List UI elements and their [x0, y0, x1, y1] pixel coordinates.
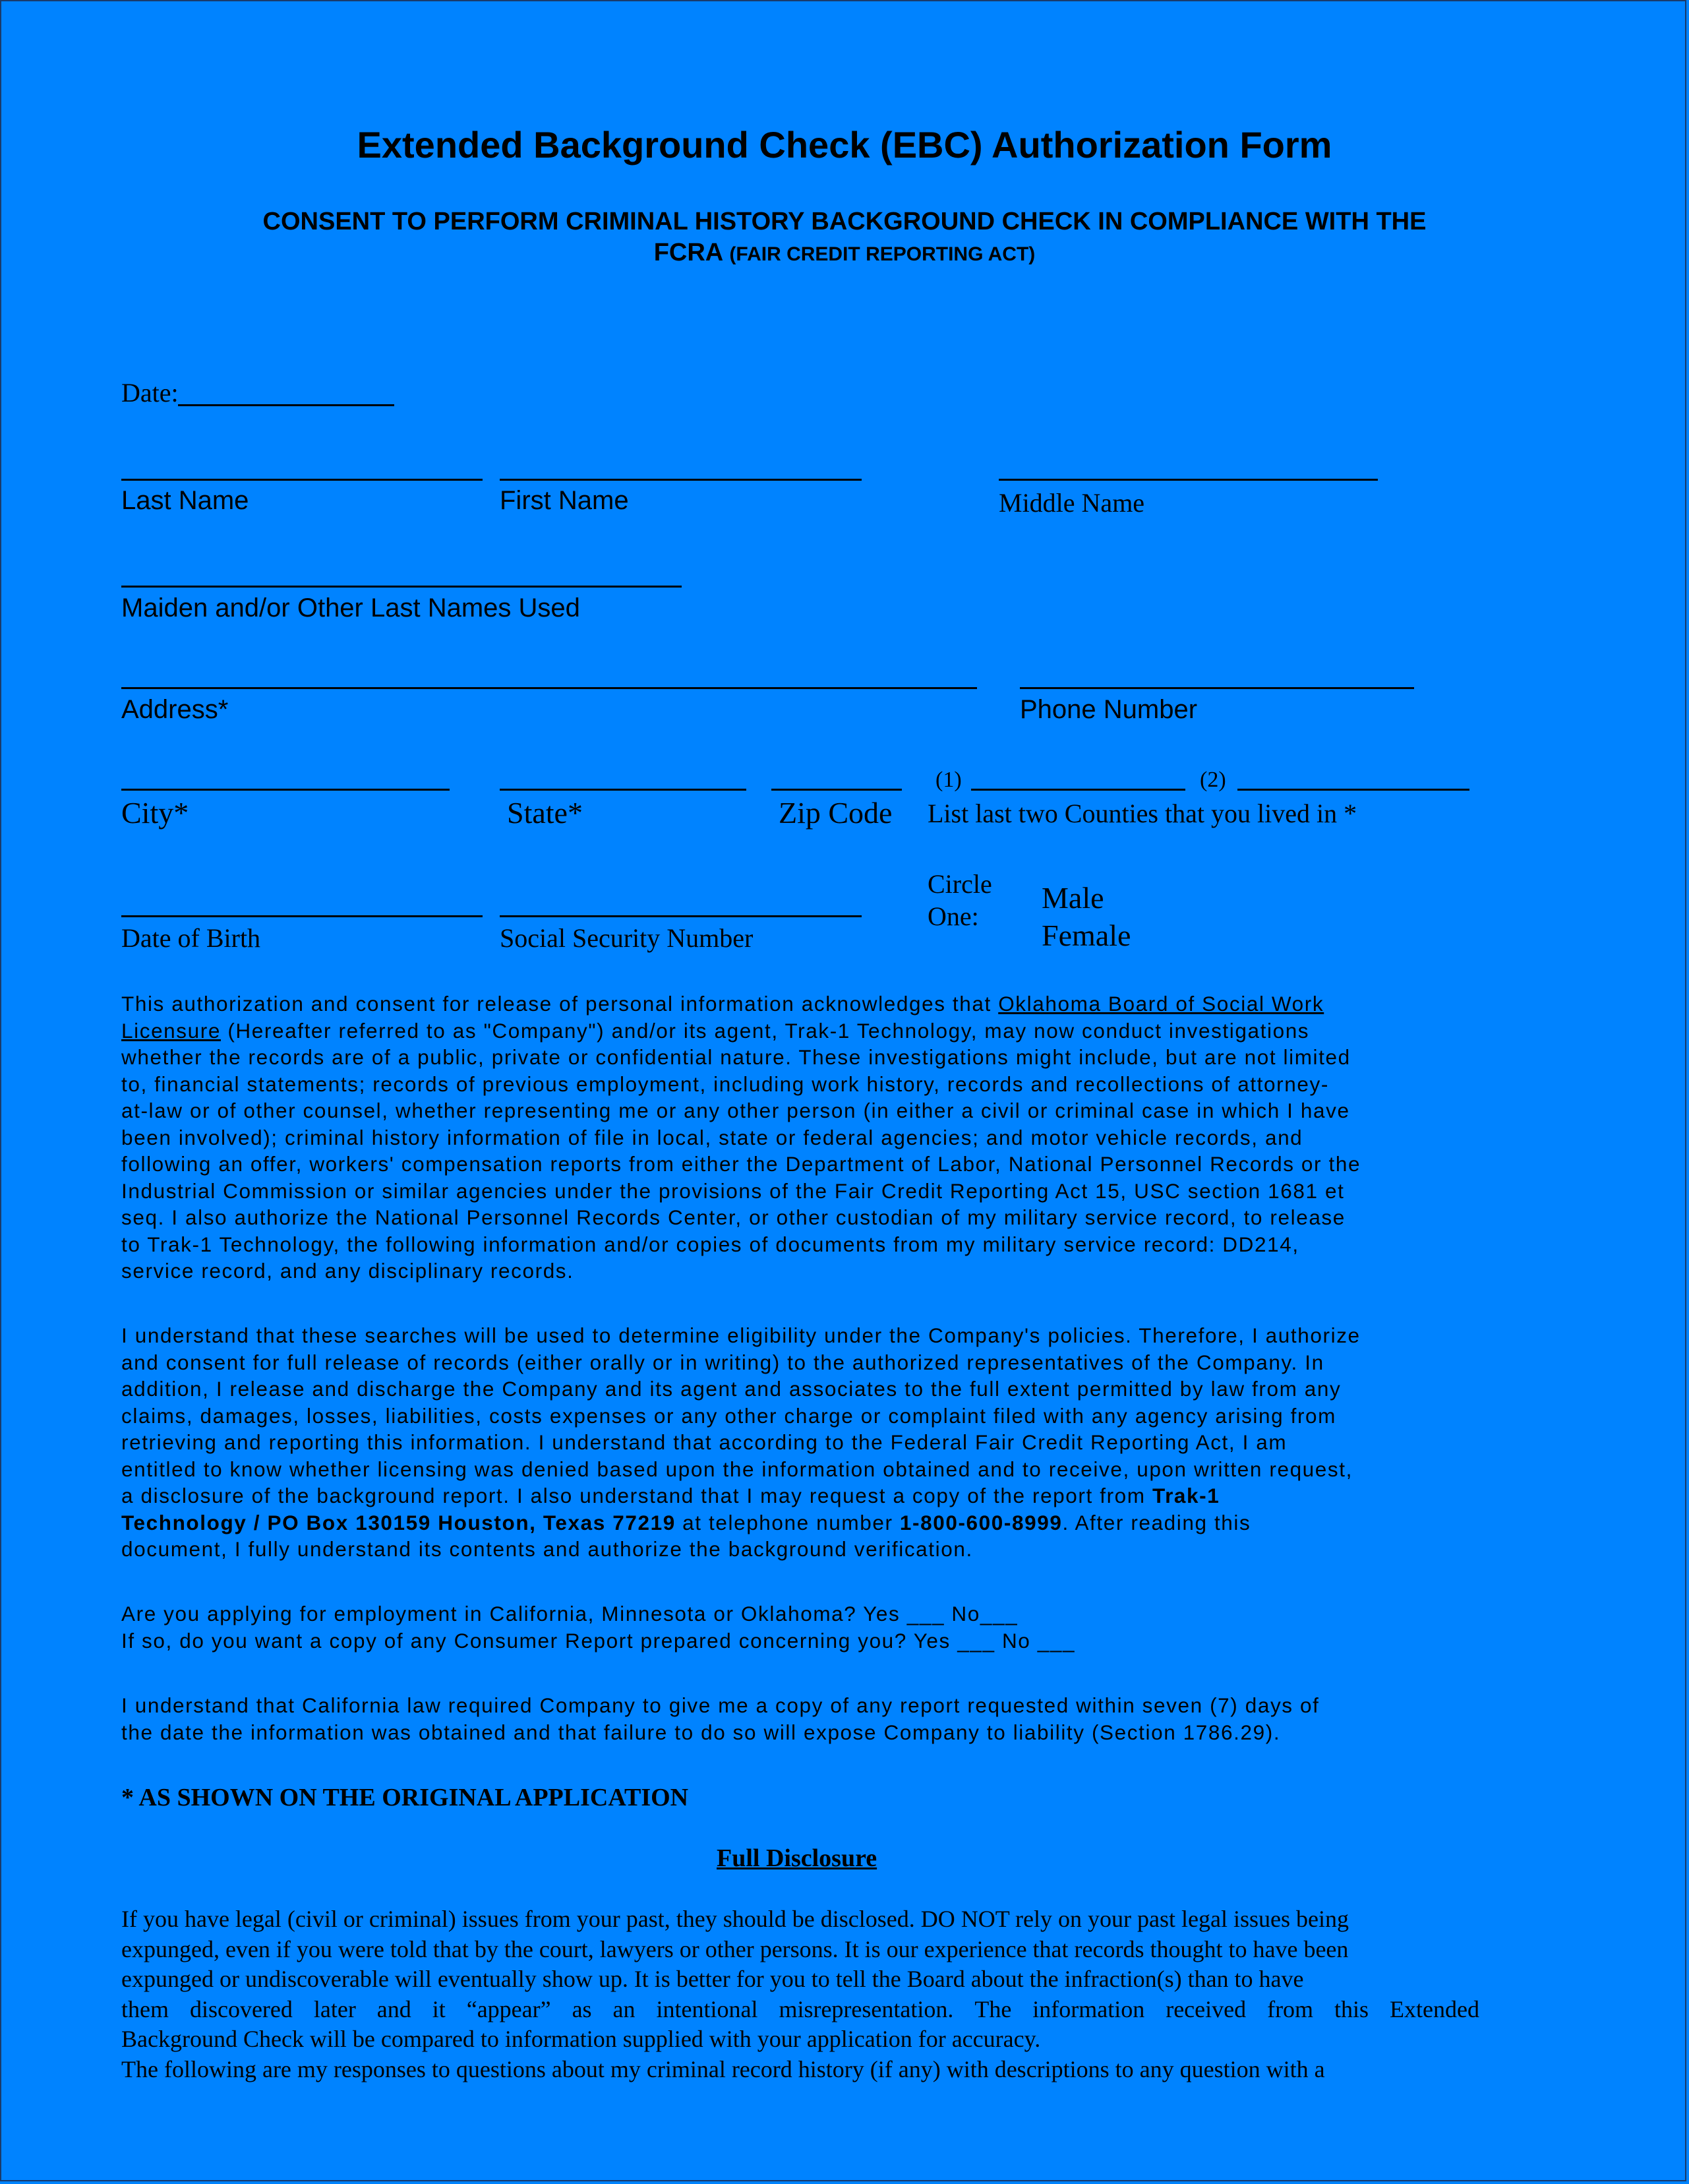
county2-field[interactable] [1237, 789, 1469, 791]
ssn-field[interactable] [500, 915, 862, 917]
paragraph-line [121, 1482, 1479, 1509]
full-disclosure-heading: Full Disclosure [717, 1844, 877, 1872]
form-title: Extended Background Check (EBC) Authorization Form [357, 124, 1332, 166]
authorization-paragraph-1 [121, 990, 1479, 1285]
gender-option-male[interactable]: Male [1042, 881, 1104, 915]
zip-field[interactable] [771, 789, 902, 791]
paragraph-line: service record, and any disciplinary records. [121, 1259, 574, 1283]
fcra-label: FCRA [653, 239, 723, 266]
maiden-name-label: Maiden and/or Other Last Names Used [121, 593, 580, 622]
board-name-link-part2: Licensure [121, 1018, 221, 1043]
agent-address: Technology / PO Box 130159 Houston, Texas 77219 [121, 1510, 676, 1534]
city-field[interactable] [121, 789, 450, 791]
consumer-report-question[interactable]: If so, do you want a copy of any Consumer Report prepared concerning you? Yes ___ No ___ [121, 1628, 1076, 1653]
circle-one-line1: Circle [928, 869, 992, 899]
paragraph-line: been involved); criminal history information of file in local, state or federal agencies; and motor vehicle records, and [121, 1125, 1303, 1149]
ssn-label: Social Security Number [500, 923, 754, 953]
paragraph-line: to Trak-1 Technology, the following information and/or copies of documents from my military service record: DD214, [121, 1232, 1299, 1256]
justified-word: intentional [656, 1995, 758, 2022]
date-label: Date: [121, 378, 179, 408]
zip-label: Zip Code [779, 796, 893, 830]
middle-name-label: Middle Name [999, 488, 1145, 518]
paragraph-line: expunged, even if you were told that by the court, lawyers or other persons. It is our experience that records thought to have been [121, 1935, 1349, 1962]
date-field[interactable] [178, 404, 394, 406]
paragraph-line: to, financial statements; records of previous employment, including work history, records and recollections of attorney- [121, 1072, 1329, 1096]
justified-word: and [376, 1995, 411, 2022]
justified-word: discovered [189, 1995, 293, 2022]
fcra-expansion: (FAIR CREDIT REPORTING ACT) [729, 243, 1036, 265]
justified-word: it [432, 1995, 446, 2022]
state-employment-question[interactable]: Are you applying for employment in California, Minnesota or Oklahoma? Yes ___ No___ [121, 1602, 1019, 1625]
paragraph-line-justified [121, 1995, 1479, 2025]
circle-one-line2: One: [928, 901, 979, 931]
justified-word: them [121, 1995, 169, 2022]
paragraph-line: I understand that California law required Company to give me a copy of any report requested within seven (7) days of [121, 1693, 1320, 1717]
paragraph-text: at telephone number [675, 1510, 900, 1534]
full-disclosure-paragraph [121, 1904, 1479, 2084]
paragraph-line: Background Check will be compared to information supplied with your application for accuracy. [121, 2026, 1041, 2052]
board-name-link-part1: Oklahoma Board of Social Work [998, 992, 1324, 1016]
paragraph-text: (Hereafter referred to as "Company") and/or its agent, Trak-1 Technology, may now conduct investigations [220, 1018, 1310, 1043]
last-name-field[interactable] [121, 479, 483, 481]
justified-word: an [612, 1995, 636, 2022]
form-subtitle-line2 [1, 239, 1688, 267]
address-label: Address* [121, 695, 229, 724]
counties-label: List last two Counties that you lived in * [928, 799, 1357, 828]
employment-questions [121, 1600, 1479, 1654]
county1-prefix: (1) [935, 768, 962, 792]
paragraph-line: I understand that these searches will be used to determine eligibility under the Company's policies. Therefore, I authorize [121, 1323, 1361, 1347]
justified-word: received [1166, 1995, 1247, 2022]
justified-word: as [572, 1995, 592, 2022]
agent-name-part1: Trak-1 [1152, 1484, 1220, 1507]
paragraph-text: This authorization and consent for release of personal information acknowledges that [121, 992, 999, 1016]
paragraph-line: entitled to know whether licensing was denied based upon the information obtained and to receive, upon written request, [121, 1457, 1353, 1481]
agent-phone: 1-800-600-8999 [899, 1510, 1063, 1534]
paragraph-line: the date the information was obtained and that failure to do so will expose Company to liability (Section 1786.29). [121, 1720, 1281, 1744]
maiden-name-field[interactable] [121, 586, 682, 588]
phone-field[interactable] [1020, 687, 1414, 689]
paragraph-line: at-law or of other counsel, whether representing me or any other person (in either a civil or criminal case in which I have [121, 1099, 1350, 1122]
last-name-label: Last Name [121, 486, 249, 515]
authorization-paragraph-2 [121, 1322, 1479, 1563]
paragraph-line: retrieving and reporting this information. I understand that according to the Federal Fair Credit Reporting Act, I am [121, 1430, 1288, 1454]
paragraph-line: Industrial Commission or similar agencies under the provisions of the Fair Credit Reporting Act 15, USC section 1681 et [121, 1178, 1345, 1203]
justified-word: this [1334, 1995, 1369, 2022]
justified-word: “appear” [466, 1995, 551, 2022]
paragraph-line: following an offer, workers' compensation reports from either the Department of Labor, National Personnel Records or the [121, 1152, 1361, 1176]
justified-word: Extended [1390, 1995, 1479, 2022]
state-field[interactable] [500, 789, 746, 791]
paragraph-line: whether the records are of a public, private or confidential nature. These investigations might include, but are not limited [121, 1045, 1351, 1069]
justified-word: misrepresentation. [779, 1995, 954, 2022]
paragraph-line: seq. I also authorize the National Personnel Records Center, or other custodian of my military service record, to release [121, 1205, 1346, 1229]
original-application-note: * AS SHOWN ON THE ORIGINAL APPLICATION [121, 1784, 689, 1811]
paragraph-text: . After reading this [1062, 1510, 1251, 1534]
first-name-label: First Name [500, 486, 629, 515]
paragraph-line: claims, damages, losses, liabilities, costs expenses or any other charge or complaint filed with any agency arising from [121, 1403, 1337, 1428]
paragraph-line [121, 1509, 1479, 1536]
paragraph-line [121, 1017, 1479, 1045]
dob-label: Date of Birth [121, 923, 261, 953]
phone-label: Phone Number [1020, 695, 1198, 724]
paragraph-line: document, I fully understand its contents and authorize the background verification. [121, 1537, 973, 1561]
paragraph-text: a disclosure of the background report. I also understand that I may request a copy of the report from [121, 1484, 1152, 1507]
paragraph-line: expunged or undiscoverable will eventually show up. It is better for you to tell the Board about the infraction(s) than to have [121, 1966, 1304, 1992]
justified-word: from [1267, 1995, 1314, 2022]
justified-word: The [974, 1995, 1012, 2022]
paragraph-line: The following are my responses to questions about my criminal record history (if any) with descriptions to any question with a [121, 2055, 1325, 2082]
middle-name-field[interactable] [999, 479, 1378, 481]
county2-prefix: (2) [1200, 768, 1226, 792]
first-name-field[interactable] [500, 479, 862, 481]
justified-word: information [1032, 1995, 1145, 2022]
county1-field[interactable] [971, 789, 1185, 791]
form-subtitle-line1: CONSENT TO PERFORM CRIMINAL HISTORY BACKGROUND CHECK IN COMPLIANCE WITH THE [262, 208, 1427, 235]
justified-word: later [313, 1995, 356, 2022]
dob-field[interactable] [121, 915, 483, 917]
address-field[interactable] [121, 687, 977, 689]
paragraph-line: addition, I release and discharge the Company and its agent and associates to the full extent permitted by law from any [121, 1377, 1342, 1401]
gender-option-female[interactable]: Female [1042, 919, 1131, 952]
california-paragraph [121, 1692, 1479, 1745]
city-label: City* [121, 796, 189, 830]
state-label: State* [507, 796, 583, 830]
paragraph-line [121, 990, 1479, 1017]
paragraph-line: If you have legal (civil or criminal) issues from your past, they should be disclosed. DO NOT rely on your past legal issues being [121, 1906, 1349, 1932]
paragraph-line: and consent for full release of records (either orally or in writing) to the authorized representatives of the Company. In [121, 1350, 1324, 1374]
